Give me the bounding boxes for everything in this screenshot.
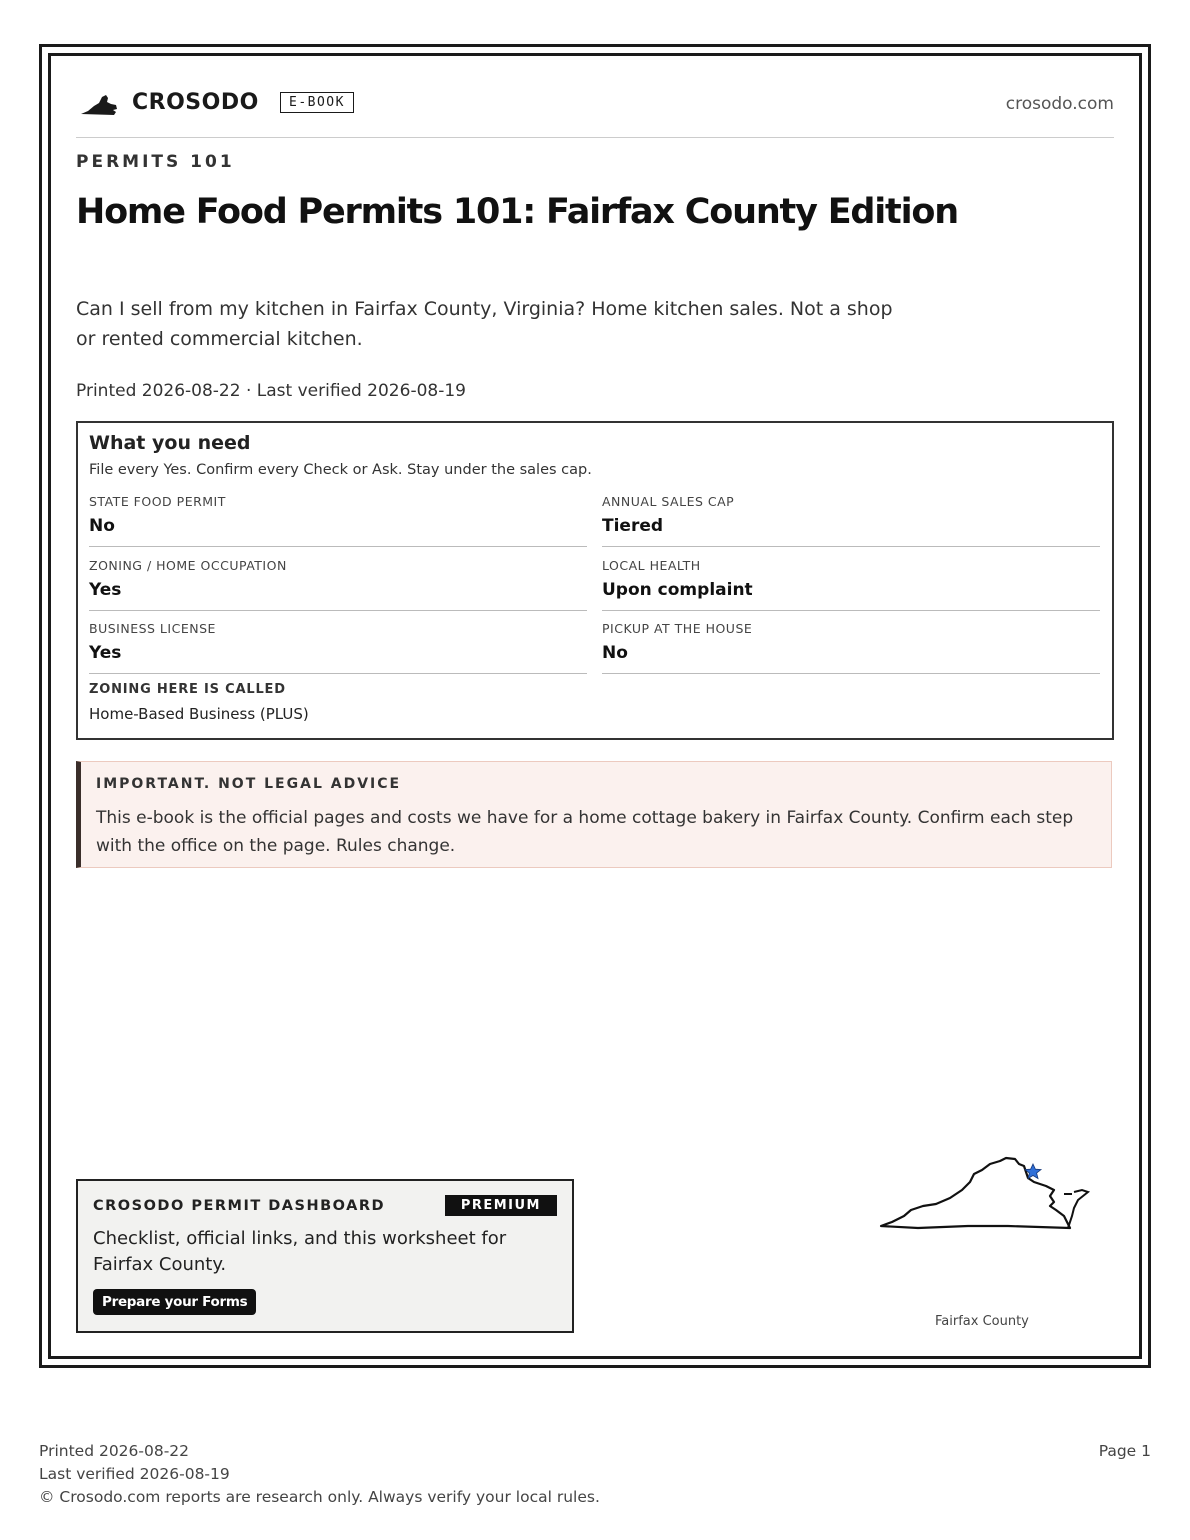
intro-text: Can I sell from my kitchen in Fairfax County, Virginia? Home kitchen sales. Not a shop or rented commercial kitchen. <box>76 298 893 350</box>
requirement-label: BUSINESS LICENSE <box>89 621 216 636</box>
requirement-item <box>602 494 1100 556</box>
brand-name: CROSODO <box>132 90 259 115</box>
footer-copyright: © Crosodo.com reports are research only. Always verify your local rules. <box>39 1488 600 1506</box>
dashboard-promo <box>76 1179 574 1333</box>
requirement-value: No <box>89 516 115 536</box>
header <box>76 88 1114 128</box>
site-url[interactable]: crosodo.com <box>1005 94 1114 114</box>
premium-badge: PREMIUM <box>445 1195 557 1216</box>
page-number: Page 1 <box>1098 1442 1151 1460</box>
footer-printed: Printed 2026-08-22 <box>39 1442 190 1460</box>
dashboard-title: CROSODO PERMIT DASHBOARD <box>93 1198 386 1214</box>
section-kicker: PERMITS 101 <box>76 152 235 172</box>
zoning-called-value: Home-Based Business (PLUS) <box>89 705 309 723</box>
requirement-item <box>89 558 587 620</box>
dashboard-body: Checklist, official links, and this worksheet for Fairfax County. <box>93 1228 507 1275</box>
requirement-label: PICKUP AT THE HOUSE <box>602 621 753 636</box>
requirements-box <box>76 421 1114 740</box>
requirements-title: What you need <box>89 432 251 454</box>
page-title: Home Food Permits 101: Fairfax County Edition <box>76 192 958 232</box>
requirement-value: Yes <box>89 580 122 600</box>
map-label: Fairfax County <box>935 1314 1029 1329</box>
requirement-item <box>89 494 587 556</box>
requirements-subtitle: File every Yes. Confirm every Check or Ask. Stay under the sales cap. <box>89 462 592 478</box>
legal-notice <box>76 761 1112 868</box>
requirement-item <box>89 621 587 683</box>
prepare-forms-button[interactable]: Prepare your Forms <box>93 1289 256 1315</box>
requirement-value: Tiered <box>602 516 664 536</box>
requirement-item <box>602 621 1100 683</box>
requirement-value: No <box>602 643 628 663</box>
requirement-item <box>602 558 1100 620</box>
notice-title: IMPORTANT. NOT LEGAL ADVICE <box>96 776 402 792</box>
ebook-badge: E-BOOK <box>280 92 354 113</box>
requirement-value: Yes <box>89 643 122 663</box>
header-divider <box>76 137 1114 138</box>
virginia-map <box>878 1152 1092 1234</box>
footer <box>39 1440 1151 1509</box>
virginia-silhouette-icon <box>80 94 118 116</box>
requirement-label: ZONING / HOME OCCUPATION <box>89 558 287 573</box>
notice-body: This e-book is the official pages and costs we have for a home cottage bakery in Fairfax County. Confirm each step with the office on the page. Rules change. <box>96 808 1074 856</box>
print-dates: Printed 2026-08-22 · Last verified 2026-08-19 <box>76 381 466 401</box>
footer-verified: Last verified 2026-08-19 <box>39 1465 230 1483</box>
requirement-label: LOCAL HEALTH <box>602 558 701 573</box>
zoning-called-label: ZONING HERE IS CALLED <box>89 682 286 697</box>
requirement-label: STATE FOOD PERMIT <box>89 494 226 509</box>
requirement-label: ANNUAL SALES CAP <box>602 494 735 509</box>
requirement-value: Upon complaint <box>602 580 753 600</box>
